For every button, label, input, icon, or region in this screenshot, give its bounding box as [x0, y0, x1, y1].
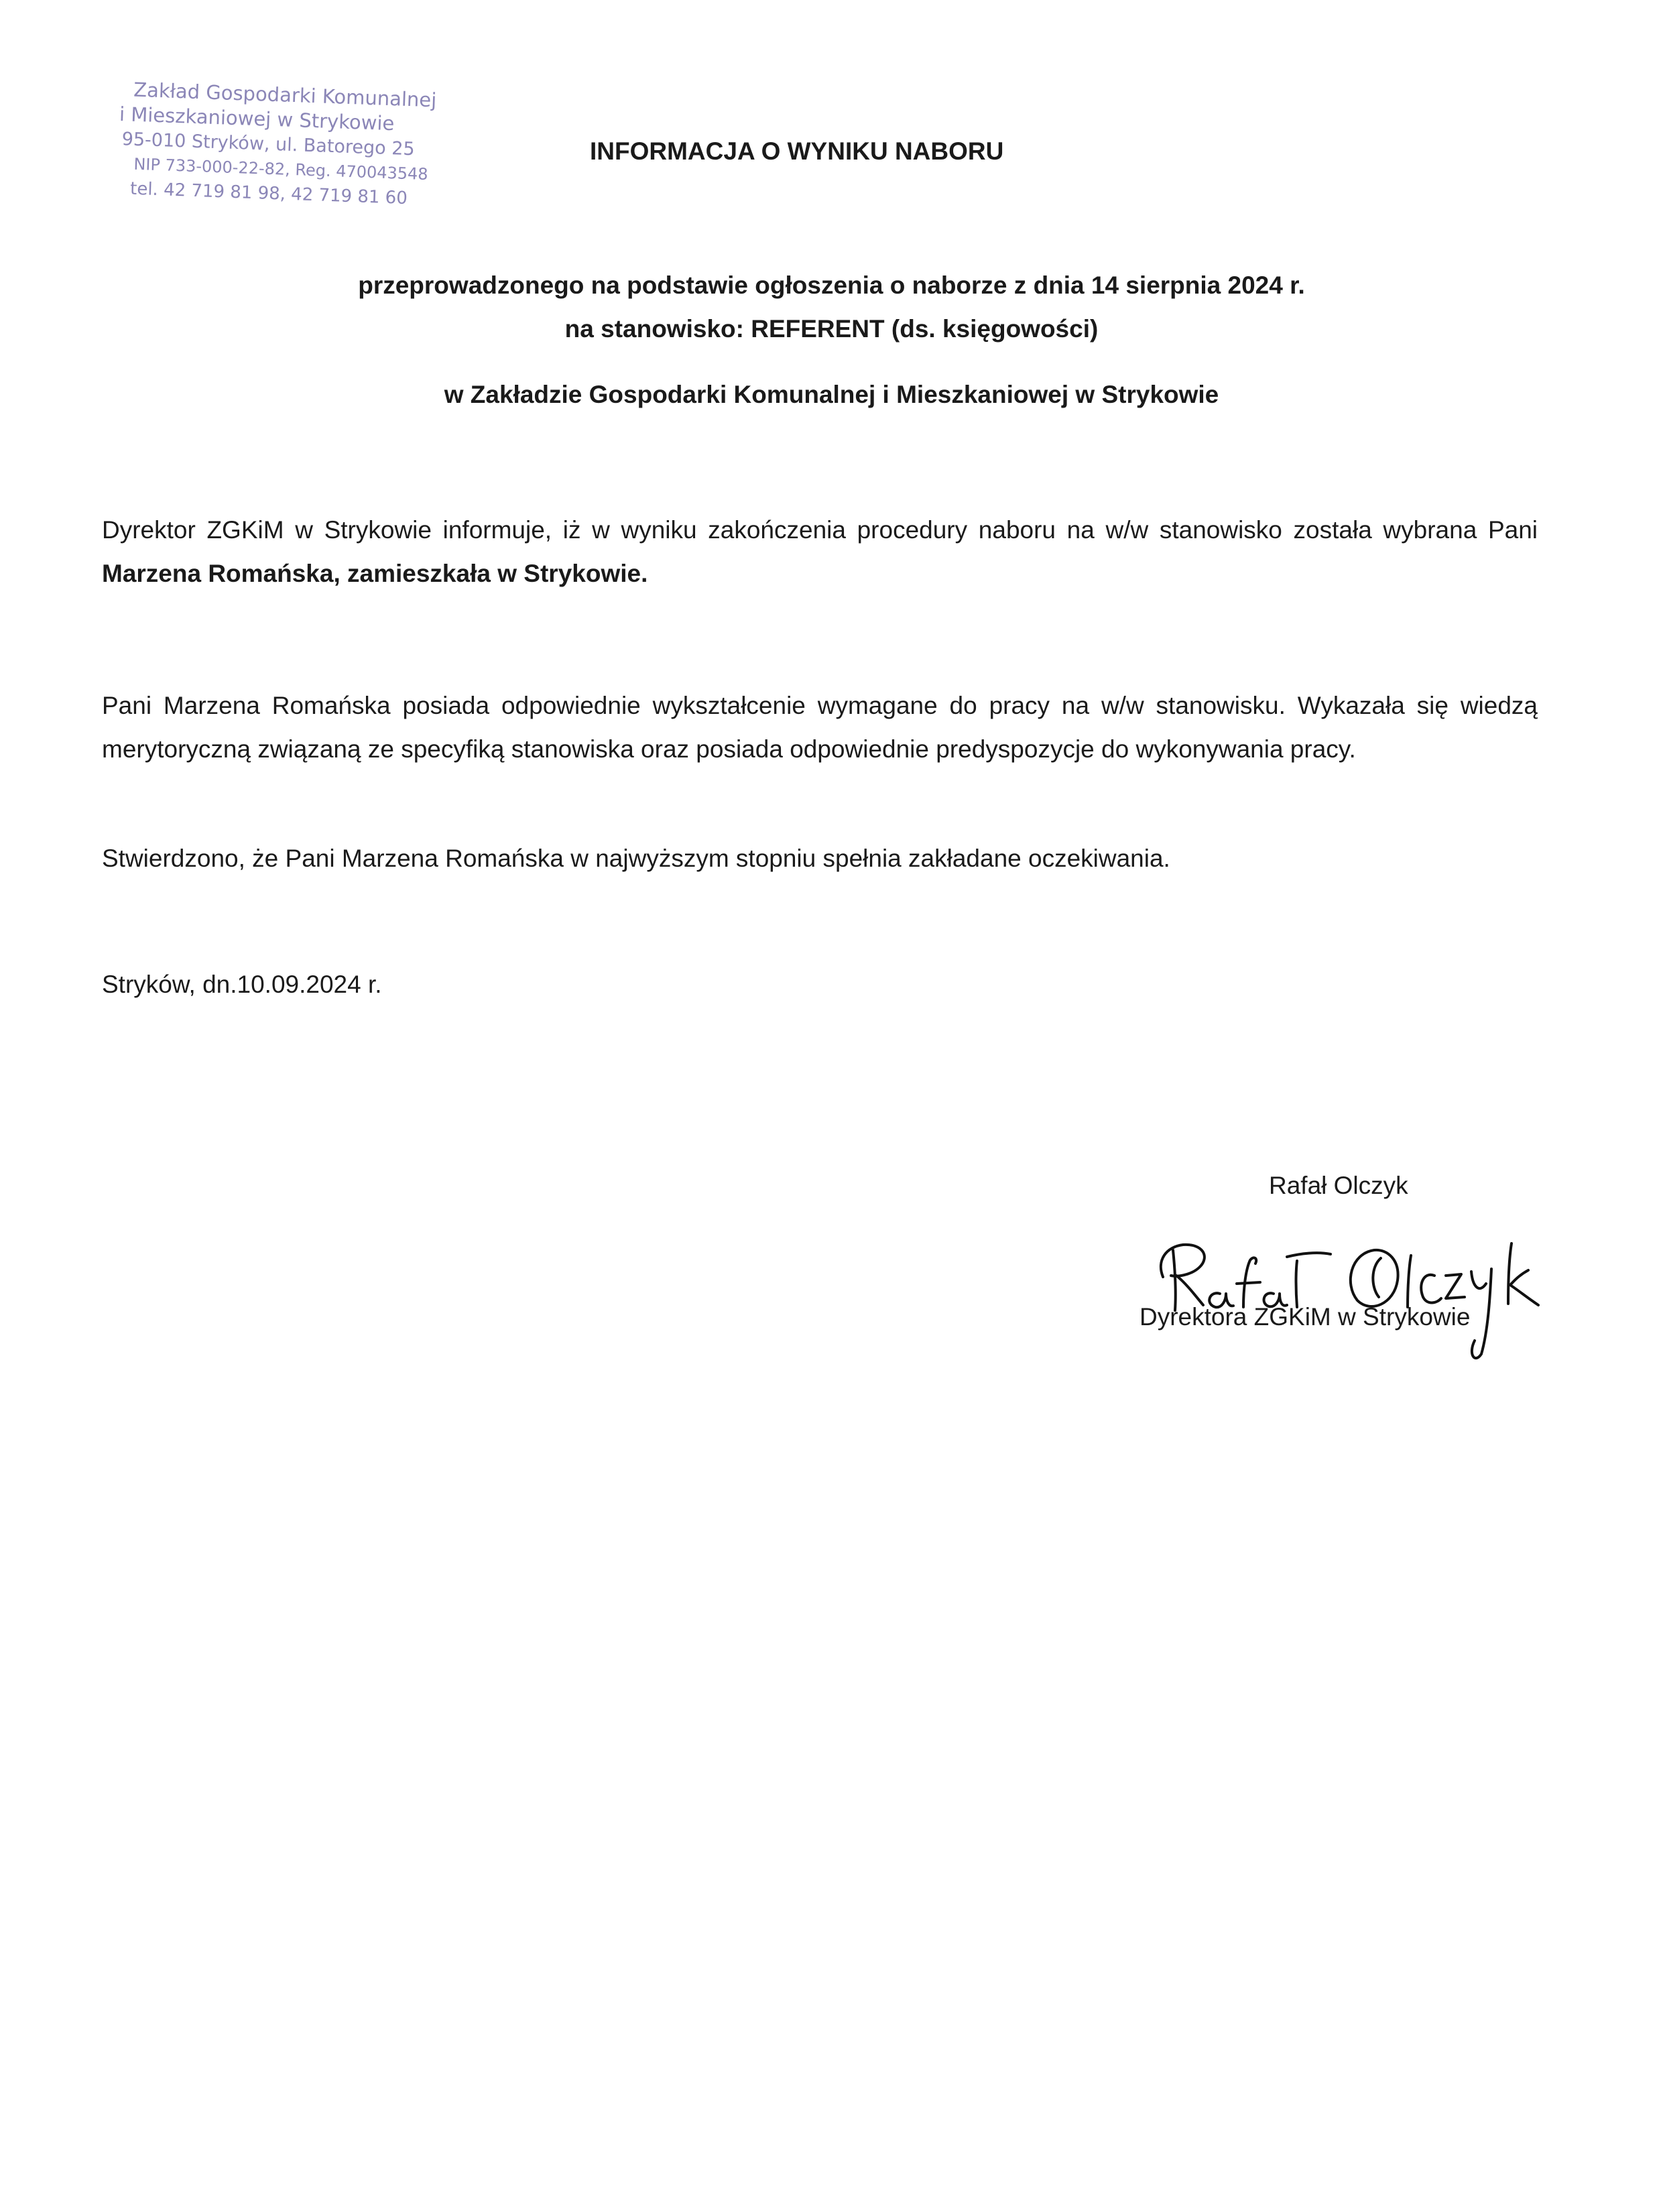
company-stamp — [117, 77, 496, 214]
signer-name: Rafał Olczyk — [1269, 1172, 1408, 1199]
stamp-line-name: Zakład Gospodarki Komunalnej — [133, 78, 437, 112]
stamp-line-nip: NIP 733-000-22-82, Reg. 470043548 — [133, 154, 429, 184]
handwritten-signature — [1136, 1196, 1552, 1364]
paragraph-conclusion: Stwierdzono, że Pani Marzena Romańska w najwyższym stopniu spełnia zakładane oczekiwania. — [102, 845, 1170, 872]
announcement-text: Dyrektor ZGKiM w Strykowie informuje, iż w wyniku zakończenia procedury naboru na w/w stanowisko została wybrana Pani — [102, 516, 1538, 544]
paragraph-justification: Pani Marzena Romańska posiada odpowiednie wykształcenie wymagane do pracy na w/w stanowisku. Wykazała się wiedzą merytoryczną związaną ze specyfiką stanowiska oraz posiada odpowiednie predyspozycje do wykonywania pracy. — [102, 692, 1538, 763]
place-and-date: Stryków, dn.10.09.2024 r. — [102, 971, 382, 998]
recruitment-basis: przeprowadzonego na podstawie ogłoszenia o naborze z dnia 14 sierpnia 2024 r. — [358, 271, 1305, 299]
selected-candidate: Marzena Romańska, zamieszkała w Strykowie. — [102, 560, 648, 587]
position-name: na stanowisko: REFERENT (ds. księgowości) — [564, 315, 1099, 343]
document-title: INFORMACJA O WYNIKU NABORU — [590, 137, 1004, 165]
stamp-line-address: 95-010 Stryków, ul. Batorego 25 — [121, 129, 416, 160]
organization-name: w Zakładzie Gospodarki Komunalnej i Mieszkaniowej w Strykowie — [444, 381, 1219, 408]
stamp-line-phone: tel. 42 719 81 98, 42 719 81 60 — [129, 178, 408, 209]
stamp-line-name-cont: i Mieszkaniowej w Strykowie — [119, 102, 395, 135]
signer-title: Dyrektora ZGKiM w Strykowie — [1140, 1303, 1471, 1331]
paragraph-announcement — [102, 508, 1538, 595]
